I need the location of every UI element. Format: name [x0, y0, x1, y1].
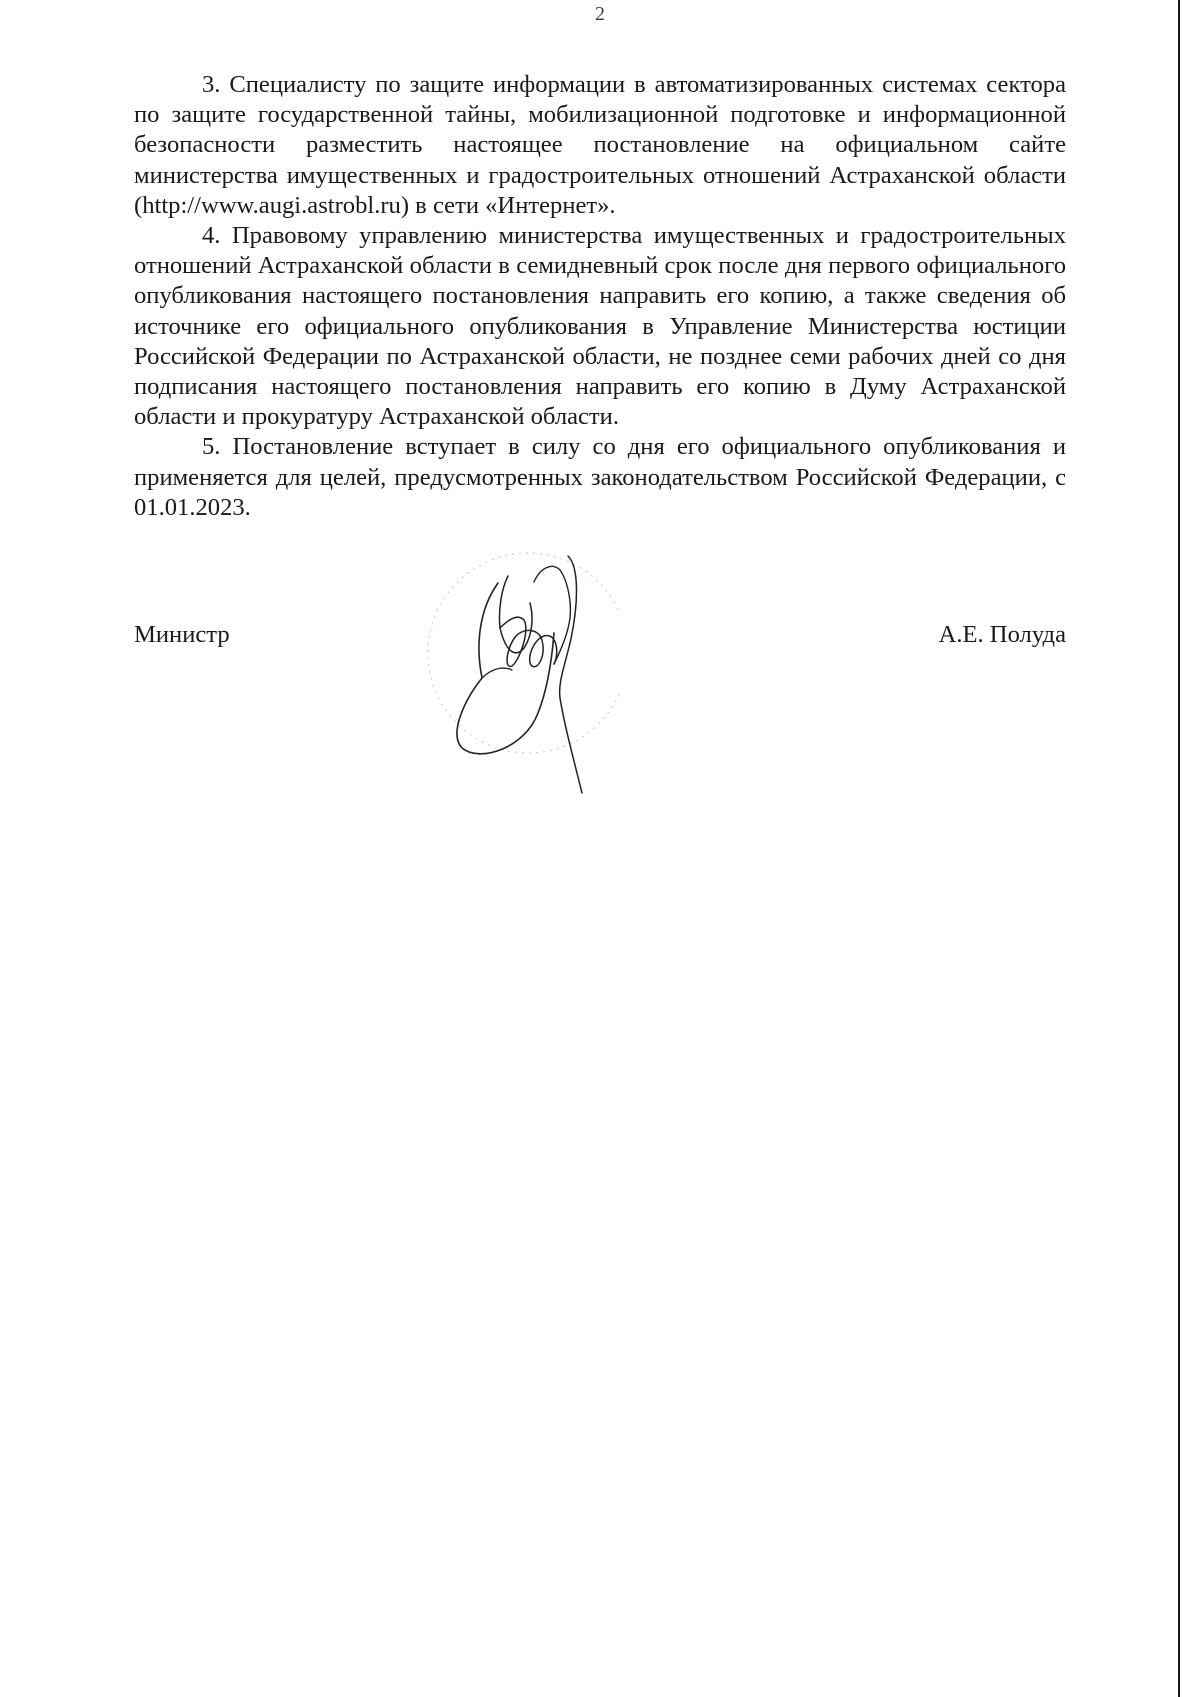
page-number: 2: [595, 3, 605, 25]
paragraph-4: 4. Правовому управлению министерства имущественных и градостроительных отношений Астраханской области в семидневный срок после дня первого официального опубликования настоящего постановления направить его копию, а также сведения об источнике его официального опубликования в Управление Министерства юстиции Российской Федерации по Астраханской области, не позднее семи рабочих дней со дня подписания настоящего постановления направить его копию в Думу Астраханской области и прокуратуру Астраханской области.: [134, 222, 1066, 431]
scan-edge-line: [1178, 0, 1180, 1697]
handwritten-signature: [420, 548, 620, 803]
paragraph-3: 3. Специалисту по защите информации в автоматизированных системах сектора по защите государственной тайны, мобилизационной подготовке и информационной безопасности разместить настоящее постановление на официальном сайте министерства имущественных и градостроительных отношений Астраханской области (http://www.augi.astrobl.ru) в сети «Интернет».: [134, 71, 1066, 219]
signatory-name: А.Е. Полуда: [938, 621, 1066, 648]
paragraph-5: 5. Постановление вступает в силу со дня его официального опубликования и применяется для целей, предусмотренных законодательством Российской Федерации, с 01.01.2023.: [134, 433, 1066, 521]
signatory-role: Министр: [134, 621, 230, 648]
document-body: [134, 70, 1066, 523]
